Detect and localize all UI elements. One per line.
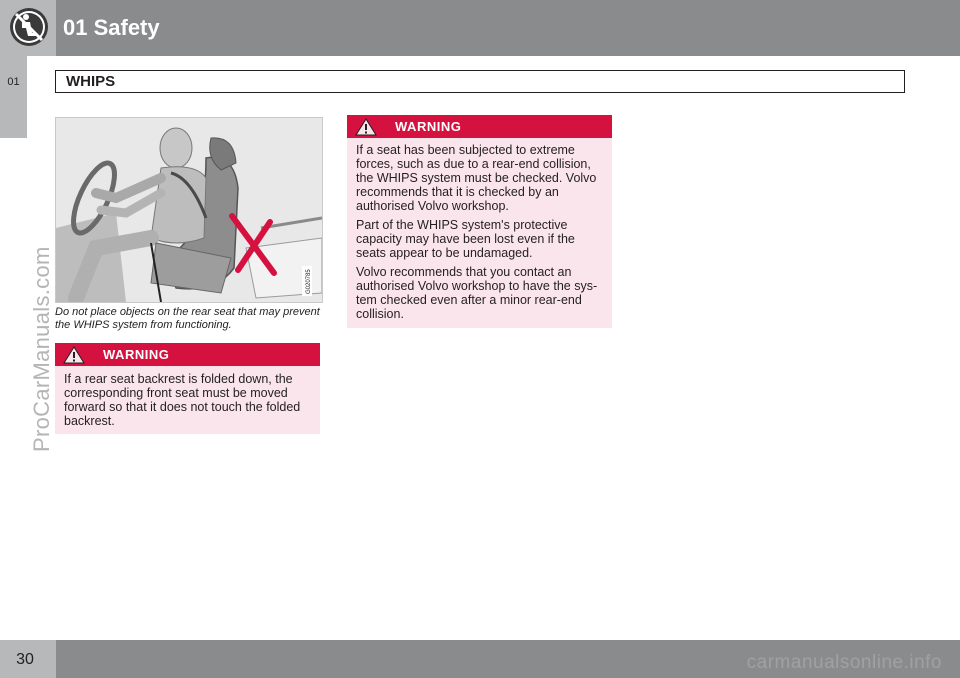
warning-header (55, 343, 320, 366)
warning-paragraph: If a rear seat backrest is folded down, the corresponding front seat must be moved forward so that it does not touch the folded backrest. (64, 372, 301, 428)
section-title: WHIPS (66, 73, 116, 90)
warning-header (347, 115, 612, 138)
page-number: 30 (16, 651, 34, 668)
crash-test-dummy-seat-illustration (56, 118, 322, 302)
footer-watermark: carmanualsonline.info (746, 652, 942, 673)
warning-text (64, 372, 314, 433)
warning-box-left (55, 343, 320, 434)
chapter-icon-tab (0, 0, 56, 56)
seatbelt-warning-icon (8, 6, 50, 48)
warning-paragraph: Part of the WHIPS system's protective capacity may have been lost even if the seats appear to be undamaged. (356, 218, 575, 260)
whips-illustration (55, 117, 323, 303)
side-watermark: ProCarManuals.com (29, 246, 54, 452)
page-footer (0, 640, 960, 678)
chapter-side-tab (0, 56, 27, 138)
section-heading-box (55, 70, 905, 93)
warning-triangle-icon (355, 118, 377, 136)
warning-label: WARNING (103, 347, 170, 362)
warning-text (356, 143, 606, 326)
warning-paragraph: If a seat has been subjected to extreme forces, such as due to a rear-end collision, the WHIPS system must be checked. Volvo recommends that it is checked by an authorised Volvo workshop. (356, 143, 597, 213)
figure-code: G020785 (306, 269, 312, 294)
warning-triangle-icon (63, 346, 85, 364)
warning-box-right (347, 115, 612, 328)
chapter-title: 01 Safety (63, 15, 160, 40)
warning-paragraph: Volvo recommends that you contact an authorised Volvo workshop to have the sys-tem checked even after a minor rear-end collision. (356, 265, 598, 321)
warning-label: WARNING (395, 119, 462, 134)
figure-caption: Do not place objects on the rear seat that may prevent the WHIPS system from functioning. (55, 306, 320, 331)
chapter-number: 01 (7, 76, 20, 88)
chapter-header (0, 0, 960, 56)
